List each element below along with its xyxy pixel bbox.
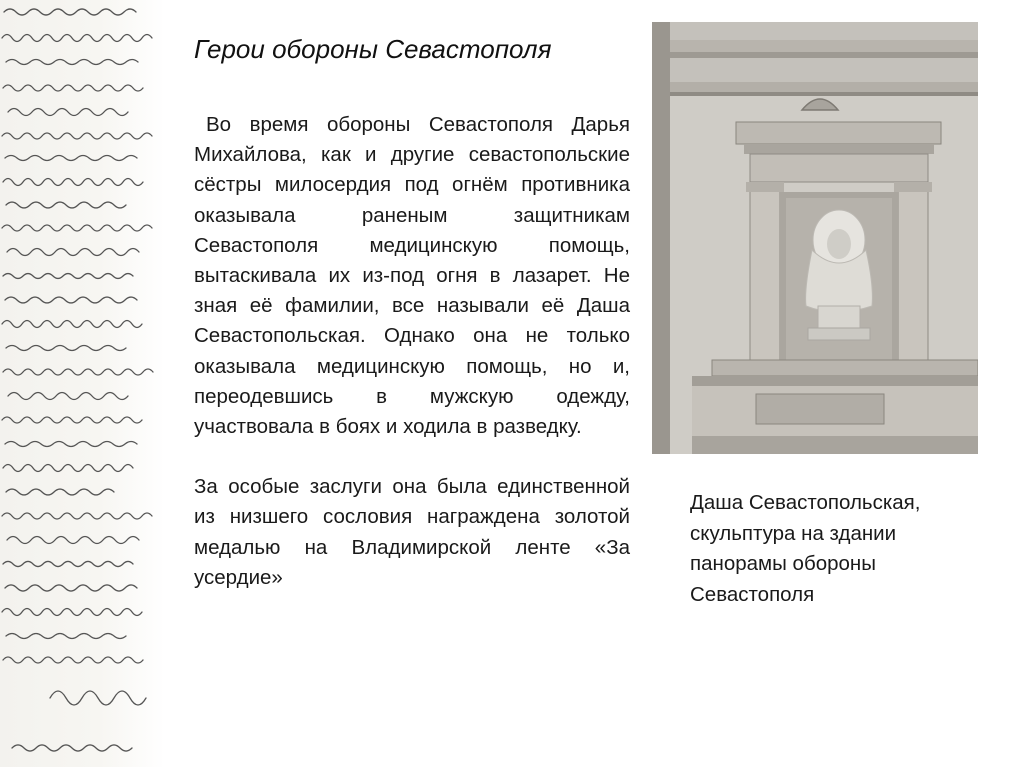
slide-title: Герои обороны Севастополя (194, 34, 552, 64)
sculpture-photo (652, 22, 978, 454)
photo-caption: Даша Севастопольская, скульптура на здании панорамы обороны Севастополя (690, 491, 921, 606)
sculpture-niche-illustration (652, 22, 978, 454)
slide-body-text (194, 110, 630, 593)
handwritten-manuscript-image (0, 0, 165, 767)
paragraph-1: Во время обороны Севастополя Дарья Михайлова, как и другие севастопольские сёстры милосердия под огнём противника оказывала раненым защитникам Севастополя медицинскую помощь, вытаскивала их из-под огня в лазарет. Не зная её фамилии, все называли её Даша Севастопольская. Однако она не только оказывала медицинскую помощь, но и, переодевшись в мужскую одежду, участвовала в боях и ходила в разведку. (194, 113, 630, 439)
manuscript-scribbles (0, 0, 165, 767)
paragraph-2: За особые заслуги она была единственной из низшего сословия награждена золотой медалью на Владимирской ленте «За усердие» (194, 475, 630, 589)
